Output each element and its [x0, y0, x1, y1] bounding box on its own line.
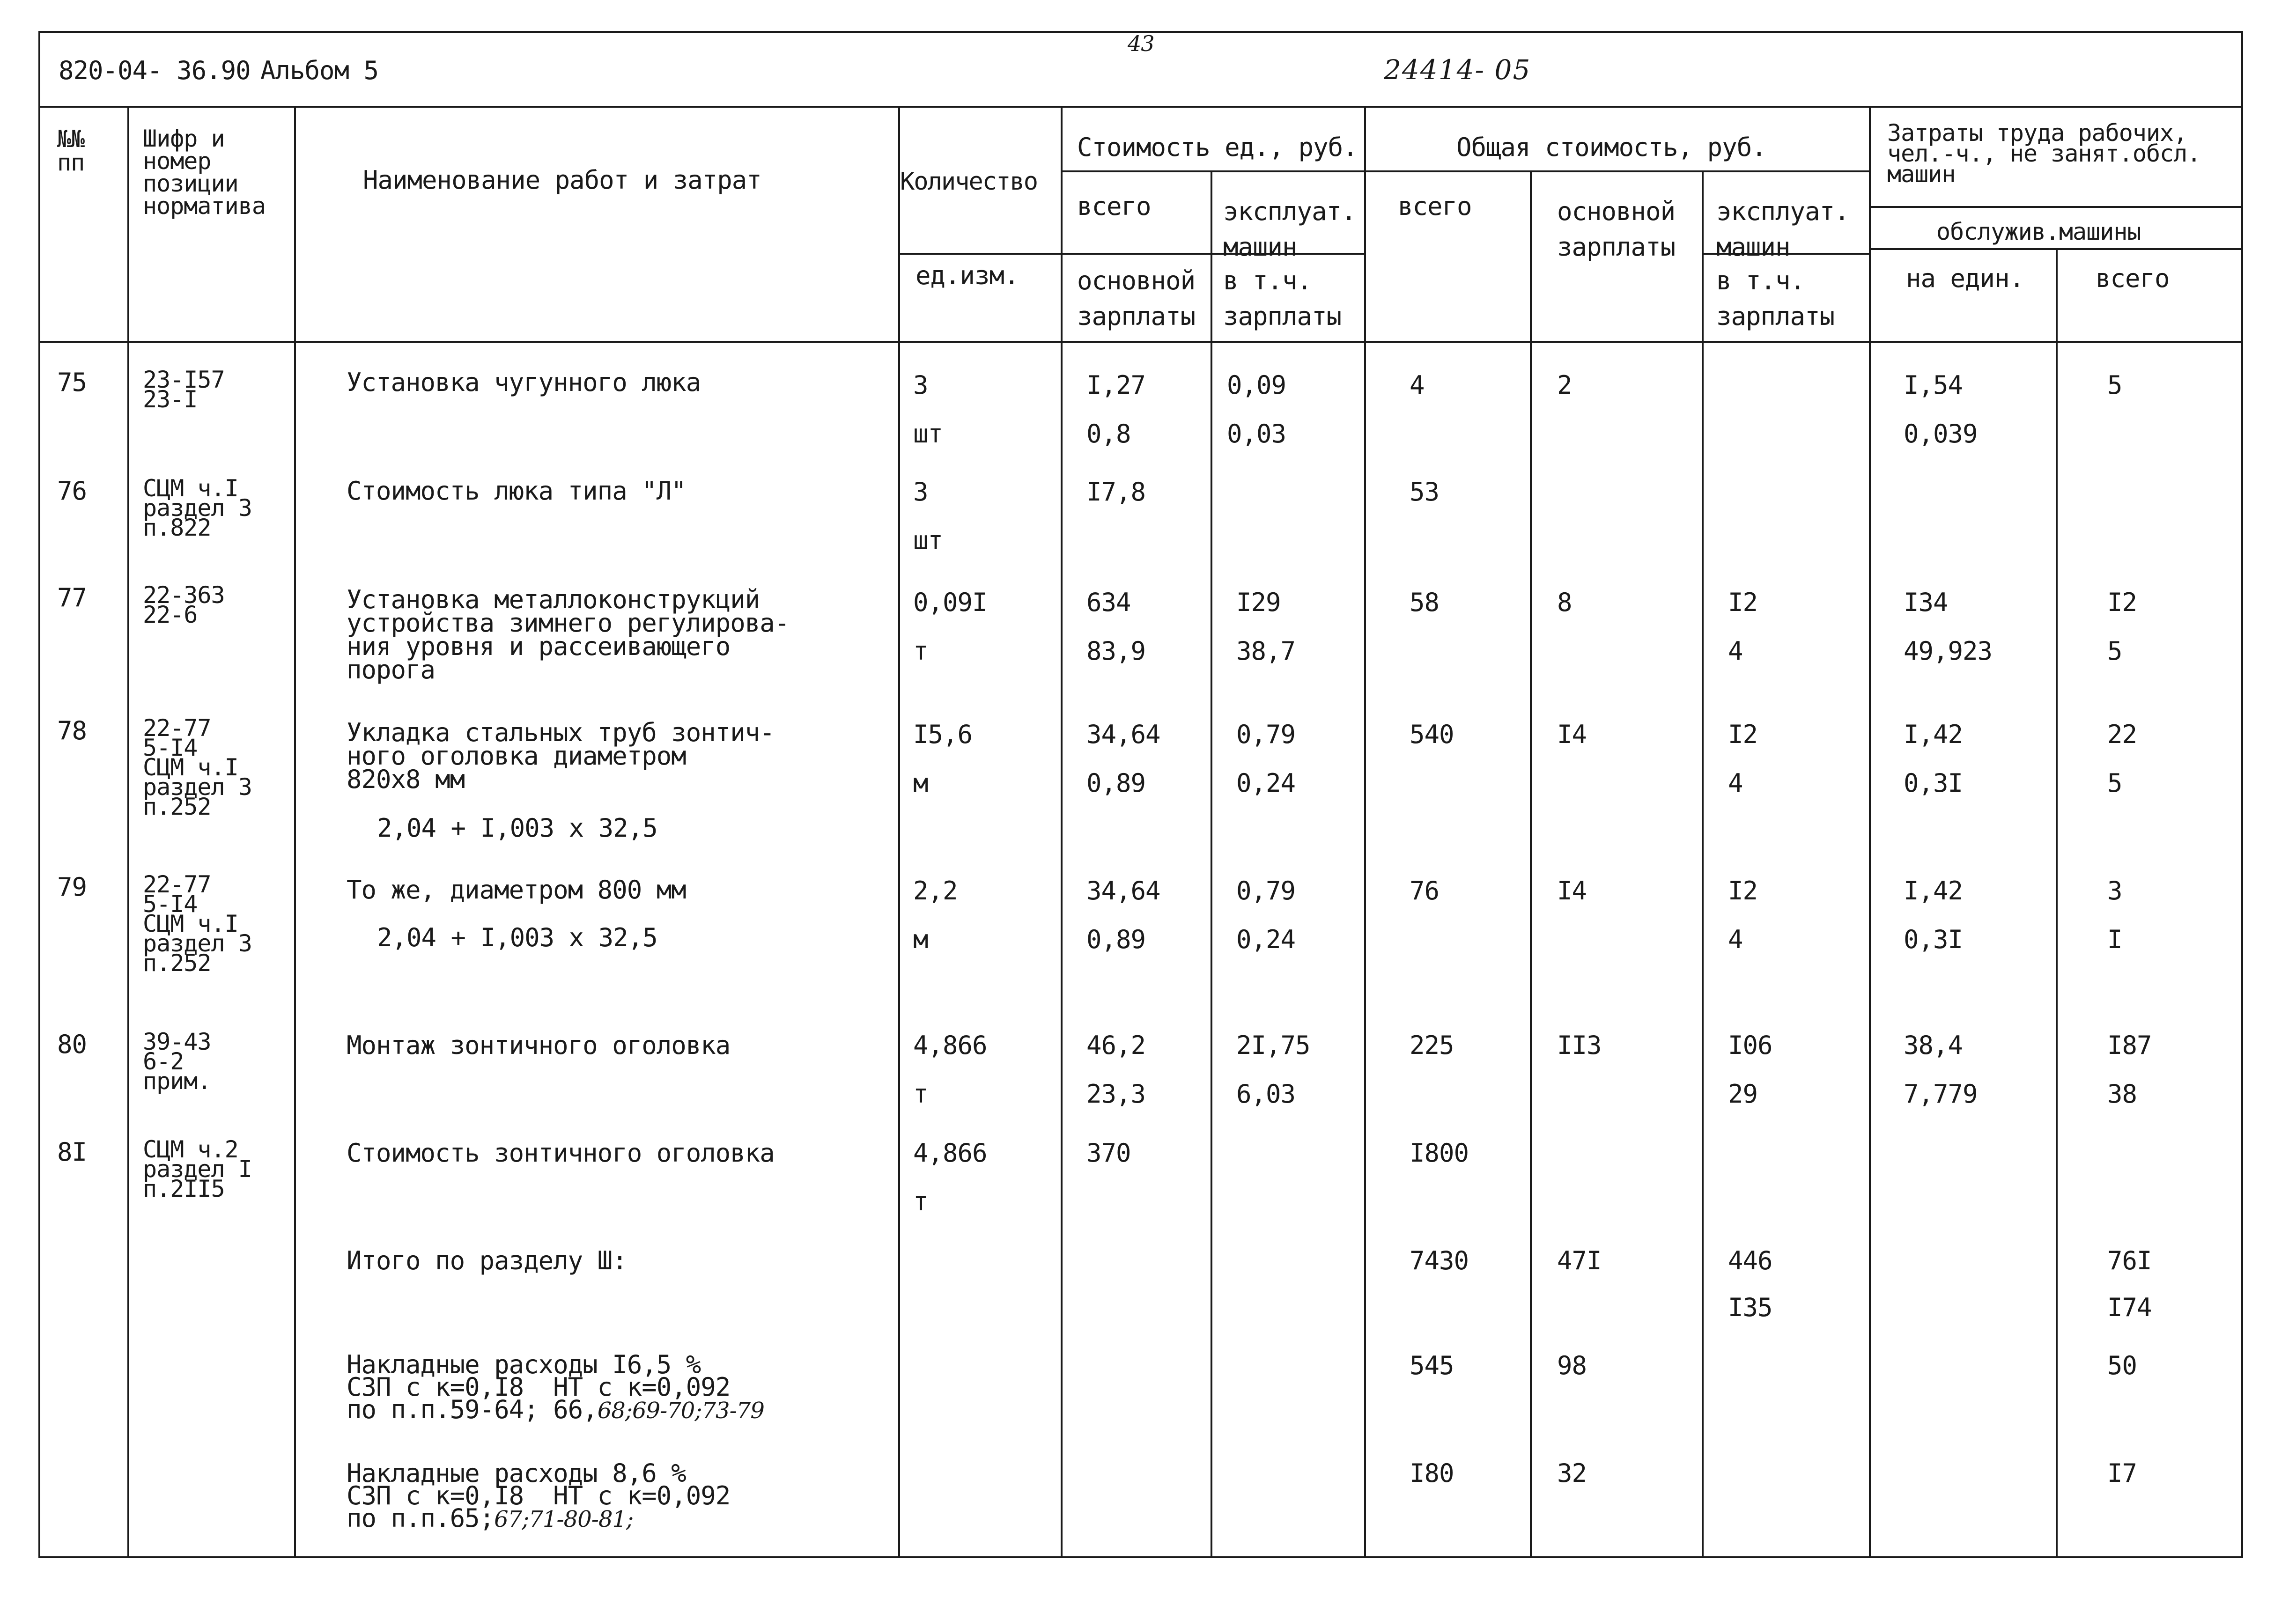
row-labor-total-2: 5	[2107, 636, 2122, 666]
section-total-base-salary: 47I	[1557, 1246, 1602, 1275]
row-qty: 2,2	[913, 876, 958, 906]
row-labor-unit: I,54	[1904, 370, 1963, 400]
overhead-line-1: Накладные расходы I6,5 %	[347, 1350, 701, 1379]
col-header-total-machine-salary: в т.ч. зарплаты	[1716, 266, 1835, 331]
row-labor-unit-2: 0,3I	[1904, 925, 1963, 954]
row-unit-total: 634	[1086, 588, 1131, 617]
col-line-1	[127, 106, 129, 1558]
col-line-4	[1061, 106, 1063, 1558]
row-labor-total-2: 5	[2107, 768, 2122, 798]
row-unit: м	[913, 768, 928, 798]
col-line-7	[1530, 170, 1532, 1558]
row-name: Укладка стальных труб зонтич- ного оголовка диаметром 820х8 мм	[347, 718, 775, 794]
col-header-labor-machine: обслужив.машины	[1936, 218, 2141, 245]
row-unit-machine-salary: 0,03	[1227, 419, 1286, 449]
row-code: 22-363 22-6	[143, 582, 225, 628]
row-name: Стоимость зонтичного оголовка	[347, 1138, 775, 1168]
row-num: 80	[57, 1030, 87, 1059]
row-unit: шт	[913, 526, 943, 555]
overhead-labor: I7	[2107, 1458, 2137, 1488]
row-labor-unit: I,42	[1904, 876, 1963, 906]
album-label: Альбом 5	[260, 56, 379, 85]
row-unit-base-salary: 0,89	[1086, 768, 1146, 798]
row-name: Монтаж зонтичного оголовка	[347, 1031, 731, 1060]
col-header-total-base-salary: основной зарплаты	[1557, 197, 1676, 262]
section-total-labor-2: I74	[2107, 1293, 2152, 1322]
col-header-total-machine: эксплуат. машин	[1716, 197, 1849, 262]
col-header-unit: ед.изм.	[915, 261, 1019, 290]
overhead-labor: 50	[2107, 1351, 2137, 1380]
row-total-total: 4	[1410, 370, 1425, 400]
col-line-9	[1869, 106, 1871, 1558]
row-num: 75	[57, 368, 87, 397]
col-header-labor: Затраты труда рабочих, чел.-ч., не занят.обсл. машин	[1887, 119, 2201, 188]
row-unit-total: 34,64	[1086, 720, 1160, 749]
row-total-base-salary: 8	[1557, 588, 1572, 617]
row-num: 78	[57, 716, 87, 745]
row-total-total: 225	[1410, 1031, 1454, 1060]
row-total-machine-salary: 4	[1728, 768, 1743, 798]
row-total-total: 53	[1410, 477, 1440, 507]
unit-cost-subheader-line	[1061, 170, 1364, 172]
row-unit-base-salary: 0,89	[1086, 925, 1146, 954]
column-header-divider	[38, 341, 2243, 343]
labor-subheader-line-1	[1869, 206, 2243, 208]
col-header-labor-per-unit: на един.	[1906, 264, 2024, 293]
col-header-qty: Количество	[900, 168, 1038, 196]
row-unit-machine-salary: 0,24	[1236, 925, 1296, 954]
row-qty: 4,866	[913, 1138, 987, 1168]
col-header-unit-machine-salary: в т.ч. зарплаты	[1223, 266, 1342, 331]
overhead-line-2: СЗП с к=0,I8 НТ с к=0,092	[347, 1372, 731, 1402]
row-total-machine: I2	[1728, 720, 1758, 749]
section-total-labor: 76I	[2107, 1246, 2152, 1275]
row-unit-base-salary: 23,3	[1086, 1079, 1146, 1109]
overhead-items-handwritten: 67;71-80-81;	[494, 1506, 634, 1532]
row-unit: шт	[913, 419, 943, 449]
row-unit-total: I7,8	[1086, 477, 1146, 507]
row-total-base-salary: 2	[1557, 370, 1572, 400]
row-unit-machine: 0,09	[1227, 370, 1286, 400]
col-line-2	[294, 106, 296, 1558]
row-code: 22-77 5-I4 СЦМ ч.I раздел 3 п.252	[143, 871, 252, 977]
row-name: Установка металлоконструкций устройства зимнего регулирова- ния уровня и рассеивающего порога	[347, 585, 790, 685]
row-unit-machine: 0,79	[1236, 876, 1296, 906]
row-labor-total-2: 38	[2107, 1079, 2137, 1109]
col-line-5	[1211, 170, 1212, 1558]
row-code: СЦМ ч.I раздел 3 п.822	[143, 475, 252, 541]
row-unit-machine: 2I,75	[1236, 1031, 1310, 1060]
row-code: 39-43 6-2 прим.	[143, 1028, 211, 1095]
row-total-machine: I2	[1728, 588, 1758, 617]
row-total-machine: I06	[1728, 1031, 1772, 1060]
section-total-machine-salary: I35	[1728, 1293, 1772, 1322]
row-unit-base-salary: 83,9	[1086, 636, 1146, 666]
row-qty: 3	[913, 370, 928, 400]
row-unit-total: I,27	[1086, 370, 1146, 400]
row-labor-unit-2: 0,3I	[1904, 768, 1963, 798]
row-name: То же, диаметром 800 мм	[347, 875, 686, 905]
row-unit: т	[913, 1079, 928, 1109]
row-num: 77	[57, 583, 87, 612]
row-total-machine-salary: 4	[1728, 636, 1743, 666]
row-name: Установка чугунного люка	[347, 368, 701, 397]
row-qty: I5,6	[913, 720, 973, 749]
row-total-total: I800	[1410, 1138, 1469, 1168]
col-line-8	[1702, 170, 1704, 1558]
row-code: 23-I57 23-I	[143, 366, 225, 413]
row-qty: 0,09I	[913, 588, 987, 617]
overhead-base-salary: 98	[1557, 1351, 1587, 1380]
row-code: 22-77 5-I4 СЦМ ч.I раздел 3 п.252	[143, 714, 252, 820]
row-total-base-salary: II3	[1557, 1031, 1602, 1060]
section-total-total: 7430	[1410, 1246, 1469, 1275]
row-total-base-salary: I4	[1557, 720, 1587, 749]
row-labor-total-2: I	[2107, 925, 2122, 954]
row-formula: 2,04 + I,003 х 32,5	[377, 813, 657, 843]
row-labor-total: I87	[2107, 1031, 2152, 1060]
total-cost-subheader-line	[1364, 170, 1869, 172]
row-labor-total: 5	[2107, 370, 2122, 400]
col-header-name: Наименование работ и затрат	[363, 165, 761, 195]
section-total-label: Итого по разделу Ш:	[347, 1246, 627, 1275]
col-line-6	[1364, 106, 1366, 1558]
row-qty: 4,866	[913, 1031, 987, 1060]
row-labor-unit-2: 0,039	[1904, 419, 1978, 449]
section-total-machine: 446	[1728, 1246, 1772, 1275]
overhead-line-2: СЗП с к=0,I8 НТ с к=0,092	[347, 1481, 731, 1510]
col-header-unit-base-salary: основной зарплаты	[1077, 266, 1196, 331]
row-unit-base-salary: 0,8	[1086, 419, 1131, 449]
overhead-line-3	[347, 1397, 764, 1422]
row-unit-machine-salary: 0,24	[1236, 768, 1296, 798]
header-divider	[38, 106, 2243, 108]
col-header-unit-total: всего	[1077, 191, 1151, 221]
row-qty: 3	[913, 477, 928, 507]
row-total-total: 76	[1410, 876, 1440, 906]
row-labor-unit: 38,4	[1904, 1031, 1963, 1060]
overhead-items-typed: по п.п.59-64; 66,	[347, 1395, 598, 1424]
row-total-machine: I2	[1728, 876, 1758, 906]
row-code: СЦМ ч.2 раздел I п.2II5	[143, 1136, 252, 1202]
row-total-machine-salary: 29	[1728, 1079, 1758, 1109]
overhead-items-handwritten: 68;69-70;73-79	[597, 1398, 764, 1424]
row-unit: т	[913, 1187, 928, 1216]
row-labor-unit-2: 49,923	[1904, 636, 1993, 666]
row-total-base-salary: I4	[1557, 876, 1587, 906]
row-labor-total: 3	[2107, 876, 2122, 906]
row-unit-machine-salary: 6,03	[1236, 1079, 1296, 1109]
row-num: 8I	[57, 1137, 87, 1167]
col-header-unit-cost: Стоимость ед., руб.	[1077, 133, 1358, 162]
col-header-num: №№ пп	[57, 125, 85, 176]
row-unit-machine-salary: 38,7	[1236, 636, 1296, 666]
row-unit-total: 370	[1086, 1138, 1131, 1168]
row-num: 79	[57, 872, 87, 902]
row-name: Стоимость люка типа "Л"	[347, 476, 686, 506]
handwritten-doc-code: 24414- 05	[1384, 54, 1531, 86]
col-header-total-cost: Общая стоимость, руб.	[1456, 133, 1766, 162]
row-unit-total: 46,2	[1086, 1031, 1146, 1060]
col-header-code: Шифр и номер позиции норматива	[143, 125, 266, 220]
overhead-items-typed: по п.п.65;	[347, 1503, 495, 1533]
row-unit: м	[913, 925, 928, 954]
col-line-3	[898, 106, 900, 1558]
row-total-total: 58	[1410, 588, 1440, 617]
row-labor-total: I2	[2107, 588, 2137, 617]
row-unit: т	[913, 636, 928, 666]
row-labor-total: 22	[2107, 720, 2137, 749]
col-line-10	[2056, 248, 2058, 1558]
row-unit-total: 34,64	[1086, 876, 1160, 906]
col-header-labor-total: всего	[2096, 264, 2170, 293]
overhead-base-salary: 32	[1557, 1458, 1587, 1488]
row-unit-machine: I29	[1236, 588, 1281, 617]
row-labor-unit: I34	[1904, 588, 1948, 617]
overhead-total: 545	[1410, 1351, 1454, 1380]
row-labor-unit: I,42	[1904, 720, 1963, 749]
row-labor-unit-2: 7,779	[1904, 1079, 1978, 1109]
overhead-line-3	[347, 1503, 634, 1533]
doc-code: 820-04- 36.90	[59, 56, 251, 85]
col-header-unit-machine: эксплуат. машин	[1223, 197, 1356, 262]
overhead-total: I80	[1410, 1458, 1454, 1488]
row-total-total: 540	[1410, 720, 1454, 749]
row-formula: 2,04 + I,003 х 32,5	[377, 923, 657, 952]
col-header-total-total: всего	[1398, 191, 1472, 221]
row-num: 76	[57, 476, 87, 506]
row-total-machine-salary: 4	[1728, 925, 1743, 954]
page-number: 43	[1128, 31, 1154, 56]
row-unit-machine: 0,79	[1236, 720, 1296, 749]
overhead-line-1: Накладные расходы 8,6 %	[347, 1458, 686, 1488]
